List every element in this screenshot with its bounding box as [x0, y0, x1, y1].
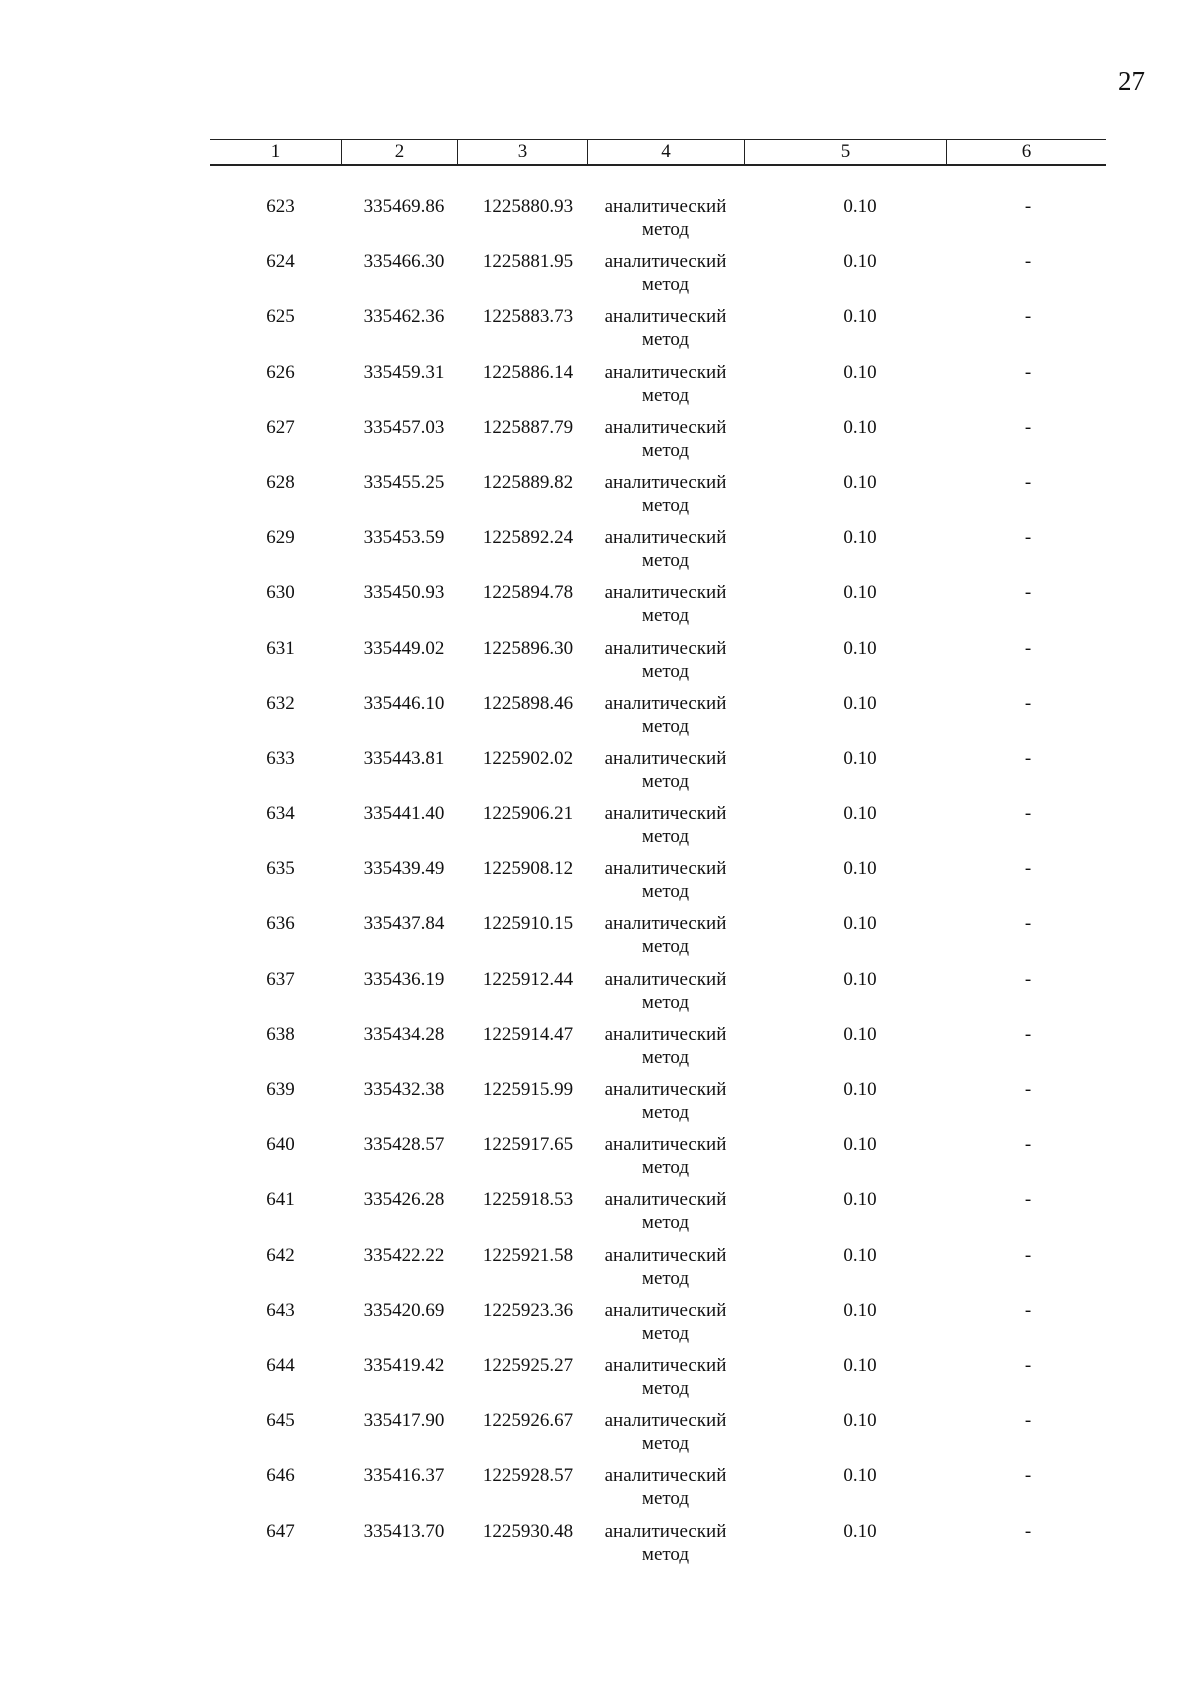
note-value: - [1024, 1079, 1032, 1100]
point-number: 647 [266, 1520, 295, 1542]
coordinate-x: 335455.25 [363, 471, 445, 493]
accuracy-value: 0.10 [843, 527, 877, 549]
method-line-2: метод [641, 660, 690, 682]
note-value: - [1024, 1244, 1032, 1266]
method-line-2: метод [641, 1157, 690, 1179]
table-body [210, 195, 1106, 1575]
coordinate-x: 335439.49 [363, 858, 445, 880]
point-number: 644 [266, 1354, 295, 1376]
note-value: - [1024, 416, 1032, 438]
accuracy-value: 0.10 [843, 637, 877, 659]
method-line-1: аналитический [604, 637, 727, 659]
coordinate-x: 335441.40 [363, 803, 445, 825]
method-line-1: аналитический [604, 1410, 727, 1432]
accuracy-value: 0.10 [843, 858, 877, 880]
point-number: 629 [266, 527, 295, 549]
method-cell [587, 416, 744, 471]
coordinates-table [210, 139, 1106, 1575]
point-number: 638 [266, 1023, 295, 1045]
method-line-1: аналитический [604, 196, 727, 217]
method-line-1: аналитический [604, 251, 727, 273]
method-cell [587, 1023, 744, 1078]
table-row [210, 1188, 1106, 1243]
method-cell [587, 802, 744, 857]
method-line-2: метод [641, 1046, 690, 1068]
table-row [210, 305, 1106, 360]
method-line-2: метод [641, 1102, 690, 1123]
note-value: - [1024, 1465, 1032, 1487]
note-value: - [1024, 803, 1032, 825]
accuracy-value: 0.10 [843, 747, 877, 769]
method-cell [587, 526, 744, 581]
coordinate-x: 335462.36 [363, 306, 445, 328]
table-row [210, 747, 1106, 802]
table-row [210, 912, 1106, 967]
note-value: - [1024, 968, 1032, 990]
accuracy-value: 0.10 [843, 1354, 877, 1376]
method-line-1: аналитический [604, 306, 727, 328]
method-line-1: аналитический [604, 1079, 727, 1100]
method-line-2: метод [641, 991, 690, 1013]
coordinate-x: 335446.10 [363, 692, 445, 714]
note-value: - [1024, 361, 1032, 383]
note-value: - [1024, 1023, 1032, 1045]
method-cell [587, 747, 744, 802]
coordinate-y: 1225887.79 [482, 416, 574, 438]
accuracy-value: 0.10 [843, 692, 877, 714]
method-line-1: аналитический [604, 968, 727, 990]
method-line-2: метод [641, 605, 690, 627]
note-value: - [1024, 306, 1032, 328]
coordinate-x: 335443.81 [363, 747, 445, 769]
coordinate-y: 1225928.57 [482, 1465, 574, 1487]
method-line-1: аналитический [604, 527, 727, 549]
table-row [210, 1520, 1106, 1575]
method-cell [587, 1078, 744, 1133]
coordinate-x: 335436.19 [363, 968, 445, 990]
method-line-2: метод [641, 1212, 690, 1234]
point-number: 625 [266, 306, 295, 328]
coordinate-x: 335419.42 [363, 1354, 445, 1376]
method-line-2: метод [641, 384, 690, 406]
accuracy-value: 0.10 [843, 1465, 877, 1487]
point-number: 641 [266, 1189, 295, 1211]
coordinate-x: 335420.69 [363, 1299, 445, 1321]
point-number: 631 [266, 637, 295, 659]
method-cell [587, 250, 744, 305]
method-line-2: метод [641, 494, 690, 516]
point-number: 623 [266, 196, 295, 217]
point-number: 645 [266, 1410, 295, 1432]
point-number: 624 [266, 251, 295, 273]
coordinate-x: 335466.30 [363, 251, 445, 273]
method-line-2: метод [641, 770, 690, 792]
point-number: 633 [266, 747, 295, 769]
coordinate-y: 1225881.95 [482, 251, 574, 273]
accuracy-value: 0.10 [843, 1023, 877, 1045]
table-row [210, 416, 1106, 471]
method-cell [587, 912, 744, 967]
coordinate-y: 1225892.24 [482, 527, 574, 549]
method-cell [587, 195, 744, 250]
accuracy-value: 0.10 [843, 306, 877, 328]
point-number: 634 [266, 803, 295, 825]
note-value: - [1024, 196, 1032, 217]
note-value: - [1024, 1354, 1032, 1376]
table-row [210, 250, 1106, 305]
method-line-2: метод [641, 881, 690, 903]
method-line-1: аналитический [604, 582, 727, 604]
column-header-6: 6 [946, 140, 1106, 164]
note-value: - [1024, 747, 1032, 769]
table-row [210, 637, 1106, 692]
coordinate-y: 1225926.67 [482, 1410, 574, 1432]
coordinate-y: 1225906.21 [482, 803, 574, 825]
accuracy-value: 0.10 [843, 1134, 877, 1156]
method-cell [587, 305, 744, 360]
table-row [210, 1078, 1106, 1133]
accuracy-value: 0.10 [843, 1189, 877, 1211]
method-line-2: метод [641, 219, 690, 240]
column-header-3: 3 [457, 140, 587, 164]
point-number: 632 [266, 692, 295, 714]
note-value: - [1024, 858, 1032, 880]
coordinate-y: 1225898.46 [482, 692, 574, 714]
method-cell [587, 471, 744, 526]
coordinate-x: 335434.28 [363, 1023, 445, 1045]
coordinate-x: 335469.86 [363, 196, 445, 217]
method-cell [587, 1464, 744, 1519]
coordinate-y: 1225923.36 [482, 1299, 574, 1321]
coordinate-y: 1225908.12 [482, 858, 574, 880]
accuracy-value: 0.10 [843, 1520, 877, 1542]
point-number: 635 [266, 858, 295, 880]
method-line-2: метод [641, 550, 690, 572]
method-line-1: аналитический [604, 1465, 727, 1487]
point-number: 627 [266, 416, 295, 438]
point-number: 642 [266, 1244, 295, 1266]
method-line-2: метод [641, 329, 690, 351]
coordinate-x: 335457.03 [363, 416, 445, 438]
table-row [210, 1354, 1106, 1409]
method-line-1: аналитический [604, 1299, 727, 1321]
accuracy-value: 0.10 [843, 1079, 877, 1100]
table-row [210, 1409, 1106, 1464]
method-line-2: метод [641, 715, 690, 737]
point-number: 640 [266, 1134, 295, 1156]
coordinate-y: 1225894.78 [482, 582, 574, 604]
point-number: 643 [266, 1299, 295, 1321]
method-line-2: метод [641, 1433, 690, 1455]
method-line-1: аналитический [604, 416, 727, 438]
table-row [210, 1023, 1106, 1078]
method-cell [587, 1244, 744, 1299]
accuracy-value: 0.10 [843, 251, 877, 273]
coordinate-y: 1225896.30 [482, 637, 574, 659]
accuracy-value: 0.10 [843, 913, 877, 935]
table-row [210, 1464, 1106, 1519]
column-header-1: 1 [270, 141, 281, 162]
method-line-1: аналитический [604, 747, 727, 769]
coordinate-y: 1225918.53 [482, 1189, 574, 1211]
method-cell [587, 692, 744, 747]
method-line-2: метод [641, 936, 690, 958]
method-line-2: метод [641, 1488, 690, 1510]
accuracy-value: 0.10 [843, 196, 877, 217]
page-number: 27 [1118, 66, 1145, 96]
method-line-2: метод [641, 439, 690, 461]
coordinate-y: 1225880.93 [482, 196, 574, 217]
coordinate-y: 1225921.58 [482, 1244, 574, 1266]
table-row [210, 195, 1106, 250]
method-line-2: метод [641, 1543, 690, 1565]
method-cell [587, 1354, 744, 1409]
method-line-1: аналитический [604, 1354, 727, 1376]
accuracy-value: 0.10 [843, 1244, 877, 1266]
note-value: - [1024, 1134, 1032, 1156]
method-line-2: метод [641, 1377, 690, 1399]
coordinate-y: 1225912.44 [482, 968, 574, 990]
table-row [210, 802, 1106, 857]
table-row [210, 692, 1106, 747]
method-line-1: аналитический [604, 361, 727, 383]
coordinate-y: 1225917.65 [482, 1134, 574, 1156]
coordinate-x: 335432.38 [363, 1079, 445, 1100]
coordinate-y: 1225915.99 [482, 1079, 574, 1100]
table-row [210, 857, 1106, 912]
method-line-1: аналитический [604, 803, 727, 825]
point-number: 646 [266, 1465, 295, 1487]
column-header-2: 2 [341, 140, 457, 164]
accuracy-value: 0.10 [843, 416, 877, 438]
accuracy-value: 0.10 [843, 361, 877, 383]
point-number: 628 [266, 471, 295, 493]
coordinate-x: 335459.31 [363, 361, 445, 383]
table-row [210, 1244, 1106, 1299]
point-number: 630 [266, 582, 295, 604]
method-cell [587, 581, 744, 636]
coordinate-x: 335422.22 [363, 1244, 445, 1266]
coordinate-x: 335413.70 [363, 1520, 445, 1542]
method-line-1: аналитический [604, 1520, 727, 1542]
coordinate-y: 1225910.15 [482, 913, 574, 935]
accuracy-value: 0.10 [843, 968, 877, 990]
table-row [210, 581, 1106, 636]
table-row [210, 471, 1106, 526]
method-line-1: аналитический [604, 858, 727, 880]
accuracy-value: 0.10 [843, 582, 877, 604]
table-row [210, 968, 1106, 1023]
coordinate-x: 335450.93 [363, 582, 445, 604]
method-line-2: метод [641, 1267, 690, 1289]
method-cell [587, 1188, 744, 1243]
note-value: - [1024, 1299, 1032, 1321]
coordinate-y: 1225902.02 [482, 747, 574, 769]
method-cell [587, 637, 744, 692]
point-number: 636 [266, 913, 295, 935]
method-line-1: аналитический [604, 1023, 727, 1045]
coordinate-y: 1225925.27 [482, 1354, 574, 1376]
coordinate-x: 335426.28 [363, 1189, 445, 1211]
method-cell [587, 361, 744, 416]
accuracy-value: 0.10 [843, 803, 877, 825]
coordinate-x: 335437.84 [363, 913, 445, 935]
method-line-1: аналитический [604, 1134, 727, 1156]
note-value: - [1024, 582, 1032, 604]
method-line-1: аналитический [604, 913, 727, 935]
note-value: - [1024, 1520, 1032, 1542]
coordinate-x: 335453.59 [363, 527, 445, 549]
method-cell [587, 1299, 744, 1354]
coordinate-y: 1225886.14 [482, 361, 574, 383]
note-value: - [1024, 1410, 1032, 1432]
method-cell [587, 968, 744, 1023]
column-header-5: 5 [744, 140, 946, 164]
coordinate-y: 1225883.73 [482, 306, 574, 328]
coordinate-y: 1225930.48 [482, 1520, 574, 1542]
coordinate-x: 335416.37 [363, 1465, 445, 1487]
method-cell [587, 1409, 744, 1464]
table-row [210, 526, 1106, 581]
note-value: - [1024, 527, 1032, 549]
method-line-2: метод [641, 1322, 690, 1344]
note-value: - [1024, 692, 1032, 714]
note-value: - [1024, 913, 1032, 935]
note-value: - [1024, 1189, 1032, 1211]
coordinate-y: 1225914.47 [482, 1023, 574, 1045]
note-value: - [1024, 251, 1032, 273]
coordinate-x: 335449.02 [363, 637, 445, 659]
method-cell [587, 1520, 744, 1575]
column-header-4: 4 [587, 140, 744, 164]
method-cell [587, 1133, 744, 1188]
accuracy-value: 0.10 [843, 1299, 877, 1321]
table-row [210, 1299, 1106, 1354]
note-value: - [1024, 471, 1032, 493]
coordinate-y: 1225889.82 [482, 471, 574, 493]
method-line-2: метод [641, 826, 690, 848]
method-line-1: аналитический [604, 1244, 727, 1266]
coordinate-x: 335417.90 [363, 1410, 445, 1432]
point-number: 626 [266, 361, 295, 383]
table-row [210, 1133, 1106, 1188]
method-line-1: аналитический [604, 692, 727, 714]
method-line-1: аналитический [604, 1189, 727, 1211]
table-header-row [210, 139, 1106, 166]
accuracy-value: 0.10 [843, 1410, 877, 1432]
point-number: 637 [266, 968, 295, 990]
point-number: 639 [266, 1079, 295, 1100]
table-row [210, 361, 1106, 416]
accuracy-value: 0.10 [843, 471, 877, 493]
coordinate-x: 335428.57 [363, 1134, 445, 1156]
method-cell [587, 857, 744, 912]
method-line-1: аналитический [604, 471, 727, 493]
method-line-2: метод [641, 274, 690, 296]
note-value: - [1024, 637, 1032, 659]
